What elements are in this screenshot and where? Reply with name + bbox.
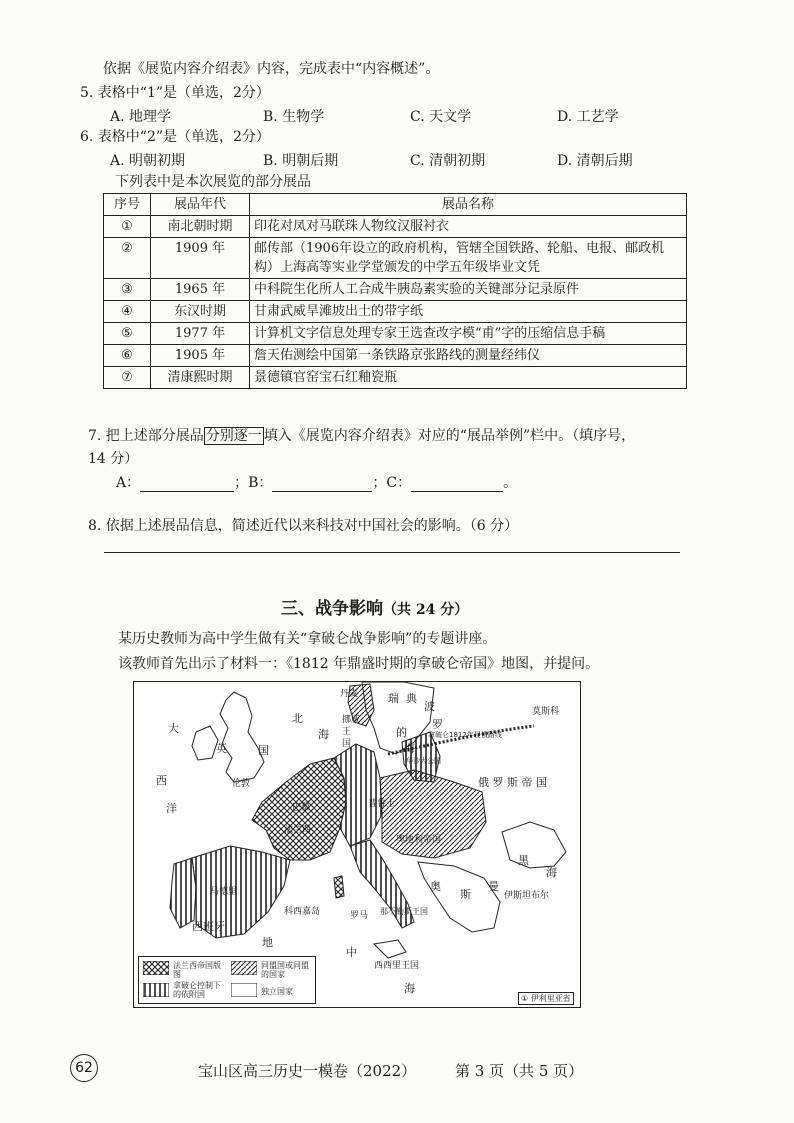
map-note: ① 伊利里亚省 bbox=[518, 992, 574, 1005]
map-label: 海 bbox=[546, 866, 557, 879]
q5-option-a[interactable]: A. 地理学 bbox=[110, 109, 172, 125]
header-name: 展品名称 bbox=[250, 194, 687, 216]
q5-options bbox=[0, 106, 794, 124]
map-label: 波 bbox=[424, 700, 435, 713]
q6-option-d[interactable]: D. 清朝后期 bbox=[557, 153, 633, 169]
map-label: 法兰西 bbox=[284, 825, 312, 835]
map-label: 伊斯坦布尔 bbox=[504, 891, 550, 901]
q6-option-c[interactable]: C. 清朝初期 bbox=[410, 153, 486, 169]
header-era: 展品年代 bbox=[151, 194, 250, 216]
table-row bbox=[104, 323, 687, 345]
answer-blank-c[interactable] bbox=[411, 477, 503, 492]
map-label: 洋 bbox=[166, 802, 177, 815]
map-label: 拿破仑1812年侵俄路线 bbox=[428, 731, 502, 739]
para1-text: 某历史教师为高中学生做有关“拿破仑战争影响”的专题讲座。 bbox=[118, 631, 497, 647]
map-label: 罗马 bbox=[350, 911, 369, 921]
map-label: 莫斯科 bbox=[532, 707, 560, 717]
map-label: 华沙大公国 bbox=[406, 757, 441, 765]
map-label: 北 bbox=[292, 712, 303, 725]
para2-text: 该教师首先出示了材料一：《1812 年鼎盛时期的拿破仑帝国》地图，并提问。 bbox=[118, 656, 600, 672]
q5-option-b[interactable]: B. 生物学 bbox=[263, 109, 325, 125]
footer-page: 第 3 页（共 5 页） bbox=[455, 1062, 584, 1080]
legend-swatch-empire bbox=[143, 961, 169, 975]
table-row bbox=[104, 238, 687, 279]
row-era: 1965 年 bbox=[151, 279, 250, 301]
q7-b-label: ；B： bbox=[234, 475, 273, 491]
legend-label-allied: 同盟国或同盟的国家 bbox=[261, 961, 309, 979]
table-row bbox=[104, 367, 687, 389]
q5-stem: 5. 表格中“1”是（单选，2分） bbox=[80, 85, 270, 101]
q7-c-label: ；C： bbox=[372, 475, 412, 491]
map-label: 海 bbox=[404, 982, 415, 995]
answer-blank-b[interactable] bbox=[272, 477, 372, 492]
map-label: 西班牙 bbox=[192, 920, 225, 933]
map-label: 巴黎 bbox=[292, 803, 311, 813]
q8-answer-line[interactable] bbox=[104, 552, 680, 553]
legend-label-dependent: 拿破仑控制下的依附国 bbox=[173, 981, 221, 999]
map-label: 中 bbox=[346, 946, 357, 959]
section-heading bbox=[281, 594, 468, 619]
napoleon-empire-map bbox=[133, 681, 581, 1008]
map-label: 斯 bbox=[460, 888, 471, 901]
table-header-row bbox=[104, 194, 687, 216]
map-legend bbox=[138, 956, 316, 1004]
page-circle-number: 62 bbox=[70, 1054, 98, 1082]
row-era: 1905 年 bbox=[151, 345, 250, 367]
map-label: 海 bbox=[404, 742, 415, 755]
answer-blank-a[interactable] bbox=[140, 477, 234, 492]
row-no: ③ bbox=[104, 279, 151, 301]
row-era: 1909 年 bbox=[151, 238, 250, 279]
q8-stem: 8. 依据上述展品信息，简述近代以来科技对中国社会的影响。（6 分） bbox=[88, 518, 519, 534]
map-label: 俄 罗 斯 帝 国 bbox=[478, 776, 547, 789]
row-no: ④ bbox=[104, 301, 151, 323]
map-label: 奥 bbox=[430, 880, 441, 893]
map-label: 西西里王国 bbox=[374, 961, 420, 971]
map-label: 西 bbox=[156, 774, 167, 787]
map-label: 曼 bbox=[488, 880, 499, 893]
q6-option-a[interactable]: A. 明朝初期 bbox=[110, 153, 186, 169]
map-label: 王 bbox=[342, 727, 352, 737]
header-no: 序号 bbox=[104, 194, 151, 216]
row-era: 东汉时期 bbox=[151, 301, 250, 323]
row-name: 詹天佑测绘中国第一条铁路京张路线的测量经纬仪 bbox=[250, 345, 687, 367]
q7-pre: 7. 把上述部分展品 bbox=[88, 428, 204, 444]
row-name: 景德镇官窑宝石红釉瓷瓶 bbox=[250, 367, 687, 389]
legend-swatch-allied bbox=[231, 961, 257, 975]
exhibit-table bbox=[103, 193, 687, 389]
map-label: 国 bbox=[258, 744, 269, 757]
map-label: 英 bbox=[216, 742, 227, 755]
q7-a-label: A： bbox=[116, 475, 141, 491]
map-label: 典 bbox=[406, 692, 417, 705]
map-label: 丹麦 bbox=[340, 689, 359, 699]
map-label: 那不勒斯王国 bbox=[380, 907, 428, 916]
section-title: 三、战争影响 bbox=[281, 599, 383, 619]
row-no: ⑥ bbox=[104, 345, 151, 367]
legend-label-empire: 法兰西帝国版图 bbox=[173, 961, 221, 979]
intro-text: 依据《展览内容介绍表》内容，完成表中“内容概述”。 bbox=[103, 61, 440, 77]
q7-boxed-term: 分别逐一 bbox=[205, 428, 262, 444]
q5-option-c[interactable]: C. 天文学 bbox=[410, 109, 472, 125]
row-name: 中科院生化所人工合成牛胰岛素实验的关键部分记录原件 bbox=[250, 279, 687, 301]
row-name: 计算机文字信息处理专家王选查改字模“甫”字的压缩信息手稿 bbox=[250, 323, 687, 345]
map-label: 的 bbox=[396, 726, 407, 739]
map-label: 海 bbox=[318, 728, 329, 741]
map-label: 科西嘉岛 bbox=[284, 907, 321, 917]
row-no: ② bbox=[104, 238, 151, 279]
map-label: 伦敦 bbox=[232, 779, 251, 789]
q6-option-b[interactable]: B. 明朝后期 bbox=[263, 153, 339, 169]
map-label: 罗 bbox=[432, 718, 443, 731]
legend-swatch-independent bbox=[231, 983, 257, 997]
row-no: ⑤ bbox=[104, 323, 151, 345]
map-label: 普鲁士 bbox=[368, 799, 396, 809]
table-row bbox=[104, 301, 687, 323]
footer-title: 宝山区高三历史一模卷（2022） bbox=[198, 1062, 417, 1080]
q6-stem: 6. 表格中“2”是（单选，2分） bbox=[80, 129, 270, 145]
table-caption: 下列表中是本次展览的部分展品 bbox=[115, 174, 311, 190]
row-name: 邮传部（1906年设立的政府机构，管辖全国铁路、轮船、电报、邮政机构）上海高等实业学堂颁发的中学五年级毕业文凭 bbox=[250, 238, 687, 279]
table-row bbox=[104, 216, 687, 238]
row-era: 南北朝时期 bbox=[151, 216, 250, 238]
row-name: 甘肃武威旱滩坡出土的带字纸 bbox=[250, 301, 687, 323]
legend-label-independent: 独立国家 bbox=[261, 987, 293, 996]
map-label: 大 bbox=[168, 722, 179, 735]
map-label: 奥地利帝国 bbox=[396, 835, 442, 845]
q7-post: 填入《展览内容介绍表》对应的“展品举例”栏中。（填序号， bbox=[263, 428, 636, 444]
map-label: 地 bbox=[262, 936, 273, 949]
legend-swatch-dependent bbox=[143, 983, 169, 997]
q7-stem bbox=[88, 427, 635, 445]
table-row bbox=[104, 345, 687, 367]
map-label: 黑 bbox=[518, 854, 529, 867]
row-no: ⑦ bbox=[104, 367, 151, 389]
map-label: 瑞 bbox=[388, 692, 399, 705]
q7-line2: 14 分） bbox=[88, 451, 139, 467]
q7-answers bbox=[116, 474, 517, 492]
map-label: 国 bbox=[342, 739, 352, 749]
row-name: 印花对凤对马联珠人物纹汉服衬衣 bbox=[250, 216, 687, 238]
row-era: 1977 年 bbox=[151, 323, 250, 345]
row-era: 清康熙时期 bbox=[151, 367, 250, 389]
map-label: 挪威 bbox=[342, 715, 361, 725]
table-row bbox=[104, 279, 687, 301]
q5-option-d[interactable]: D. 工艺学 bbox=[557, 109, 619, 125]
q6-options bbox=[0, 150, 794, 168]
q7-end: 。 bbox=[503, 475, 518, 491]
section-points: （共 24 分） bbox=[383, 602, 469, 618]
row-no: ① bbox=[104, 216, 151, 238]
map-label: 马德里 bbox=[210, 887, 238, 897]
